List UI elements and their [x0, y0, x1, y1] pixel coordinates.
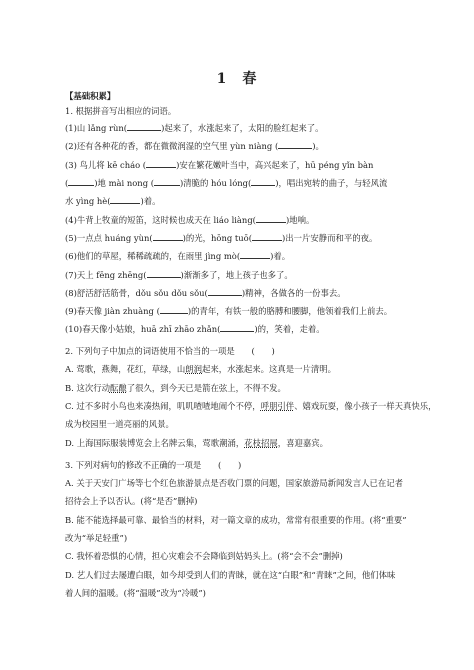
q1-item: (9)春天像 jiàn zhuàng ( )的青年，有铁一般的胳膊和腰脚，他领着我们上前去。	[65, 306, 393, 316]
q1-item: ( )地 mài nong ( )清脆的 hóu lóng( )，唱出宛转的曲子，与轻风流	[65, 178, 388, 188]
q1-item: (6)他们的草屋，稀稀疏疏的，在雨里 jìng mò( )着。	[65, 251, 291, 261]
q3-option-a-cont: 招待会上予以否认。(将“是否”删掉)	[65, 496, 198, 506]
q1-item: (5)一点点 huáng yùn( )的光，hōng tuō( )出一片安静而和平的夜。	[65, 233, 378, 243]
lesson-title: 1 春	[216, 71, 258, 87]
q1-item: (10)春天像小姑娘，huā zhī zhāo zhǎn( )的，笑着，走着。	[65, 324, 325, 334]
q3-option-c: C. 我怀着恐惧的心情，担心灾难会不会降临到姑妈头上。(将“会不会”删掉)	[65, 551, 343, 561]
q3-option-b-cont: 改为“举足轻重”)	[65, 533, 128, 543]
q1-item: (2)还有各种花的香，都在微微润湿的空气里 yùn niàng ( )。	[65, 141, 324, 151]
q2-option-d: D. 上海国际服装博览会上名牌云集，莺歌潮涌，花枝招展，喜迎嘉宾。	[65, 438, 328, 448]
q1-item: 水 yìng hè( )着。	[65, 196, 161, 206]
q3-stem: 3. 下列对病句的修改不正确的一项是 ( )	[65, 460, 242, 470]
q1-item: (7)天上 fēng zhēng( )渐渐多了，地上孩子也多了。	[65, 270, 293, 280]
section-heading: 【基础积累】	[65, 91, 116, 101]
q2-option-b: B. 这次行动酝酿了很久，到今天已是箭在弦上，不得不发。	[65, 383, 286, 393]
q2-option-c-cont: 成为校园里一道亮丽的风景。	[65, 419, 174, 429]
q3-option-d: D. 艺人们过去屡遭白眼，如今却受到人们的青睐，就在这“白眼”和“青睐”之间，他们体味	[65, 570, 396, 580]
q3-option-d-cont: 着人间的温暖。(将“温暖”改为“冷暖”)	[65, 588, 206, 598]
q1-item: (4)牛背上牧童的短笛，这时候也成天在 liáo liàng( )地响。	[65, 215, 315, 225]
q3-option-a: A. 关于天安门广场等七个红色旅游景点是否收门票的问题，国家旅游局新闻发言人已在记者	[65, 478, 403, 488]
q3-option-b: B. 能不能选择最可靠、最恰当的材料，对一篇文章的成功，常常有很重要的作用。(将“重要”	[65, 515, 407, 525]
q1-item: (3) 鸟儿将 kē cháo ( )安在繁花嫩叶当中，高兴起来了，hū péng yǐn bàn	[65, 160, 374, 170]
q1-item: (8)舒活舒活筋骨，dǒu sǒu dǒu sǒu( )精神，各做各的一份事去。	[65, 288, 346, 298]
q2-stem: 2. 下列句子中加点的词语使用不恰当的一项是 ( )	[65, 346, 275, 356]
q2-option-c: C. 过不多时小鸟也来凑热闹，叽叽喳喳地闹个不停，呼朋引伴、嬉戏玩耍，像小孩子一样天真快乐，	[65, 401, 437, 411]
q1-stem: 1. 根据拼音写出相应的词语。	[65, 106, 177, 116]
q1-item: (1)山 lǎng rùn( )起来了，水涨起来了，太阳的脸红起来了。	[65, 123, 324, 133]
q2-option-a: A. 莺歌，燕舞，花红，草绿，山朗润起来，水涨起来。这真是一片清明。	[65, 364, 336, 374]
